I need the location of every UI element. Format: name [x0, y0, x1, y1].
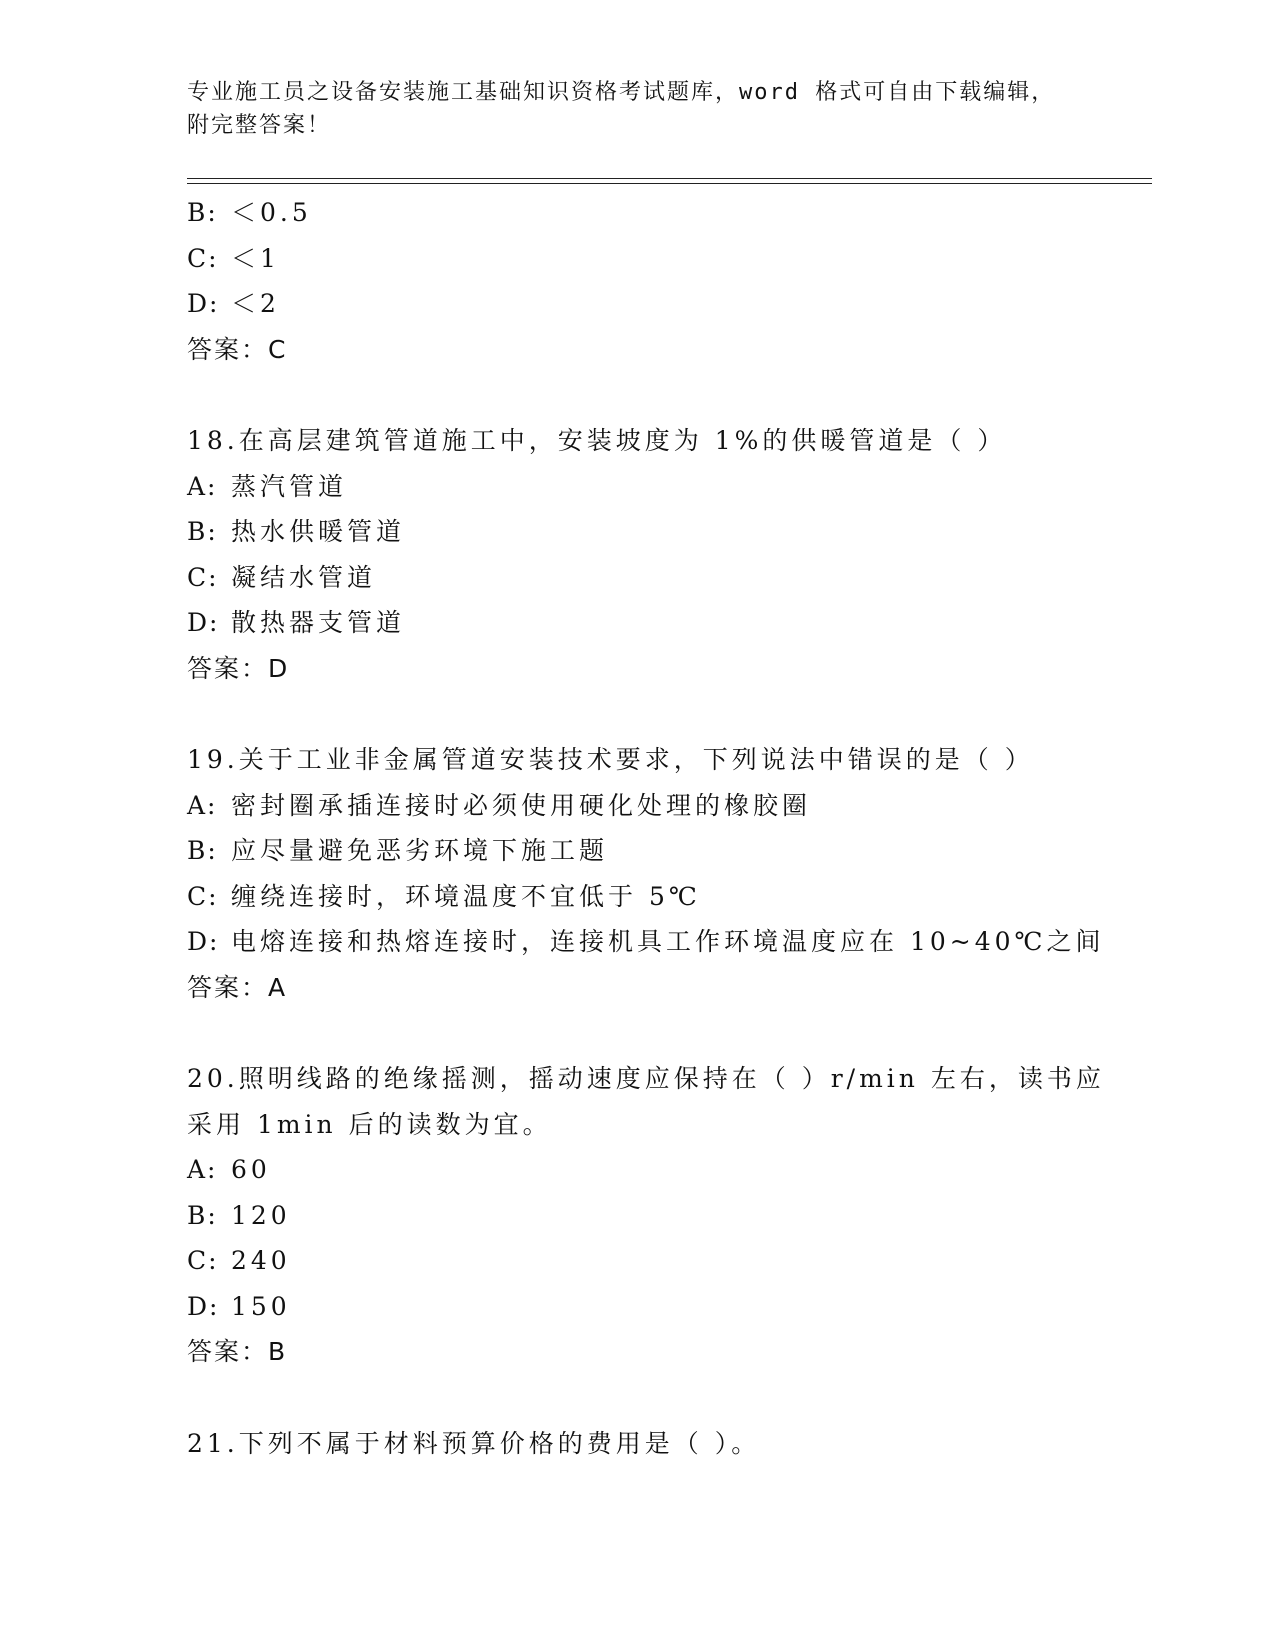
- answer-line: 答案：D: [187, 653, 290, 683]
- spacer: [187, 1375, 1087, 1421]
- option-label: D:: [187, 608, 220, 637]
- question-21: [187, 1421, 1087, 1467]
- option-text: ＜1: [231, 243, 280, 273]
- option-text: 150: [231, 1291, 291, 1321]
- answer-line: 答案：A: [187, 972, 288, 1002]
- page-header: [187, 76, 1067, 142]
- option-label: B:: [187, 1200, 218, 1230]
- option-text: ＜2: [231, 289, 280, 318]
- option-b: [187, 190, 1087, 236]
- question-18: [187, 418, 1087, 691]
- option-d: [187, 919, 1105, 965]
- option-label: B:: [187, 836, 218, 865]
- option-label: A:: [187, 471, 218, 501]
- header-divider-bottom: [187, 183, 1152, 184]
- header-line-1: 专业施工员之设备安装施工基础知识资格考试题库，word 格式可自由下载编辑，: [187, 80, 1056, 105]
- option-a: [187, 1147, 1087, 1193]
- option-c: [187, 1238, 1087, 1284]
- question-17: [187, 190, 1087, 372]
- option-a: [187, 783, 1087, 829]
- option-d: [187, 1284, 1087, 1330]
- option-text: 240: [231, 1246, 291, 1275]
- option-text: ＜0.5: [231, 198, 312, 227]
- answer-line: 答案：C: [187, 334, 288, 364]
- option-b: [187, 1193, 1087, 1239]
- spacer: [187, 1010, 1087, 1056]
- option-c: [187, 555, 1087, 601]
- spacer: [187, 372, 1087, 418]
- option-c: [187, 236, 1087, 282]
- spacer: [187, 691, 1087, 737]
- option-label: C:: [187, 243, 219, 273]
- question-stem: 19.关于工业非金属管道安装技术要求，下列说法中错误的是（ ）: [187, 745, 1034, 774]
- option-b: [187, 509, 1087, 555]
- option-label: D:: [187, 927, 220, 956]
- option-text: 热水供暖管道: [231, 517, 406, 546]
- option-label: B:: [187, 517, 218, 546]
- option-label: D:: [187, 1291, 220, 1321]
- option-text: 120: [231, 1200, 291, 1230]
- option-text: 蒸汽管道: [231, 471, 348, 501]
- header-divider-top: [187, 178, 1152, 179]
- option-text: 密封圈承插连接时必须使用硬化处理的橡胶圈: [231, 790, 812, 820]
- question-stem: 21.下列不属于材料预算价格的费用是（ ）。: [187, 1428, 761, 1458]
- option-label: A:: [187, 790, 218, 820]
- question-20: [187, 1056, 1105, 1375]
- question-content: [187, 190, 1105, 1466]
- option-c: [187, 874, 1087, 920]
- option-d: [187, 600, 1087, 646]
- option-label: C:: [187, 562, 219, 592]
- question-stem-line-1: 20.照明线路的绝缘摇测，摇动速度应保持在（ ）r/min 左右，读书应: [187, 1064, 1105, 1093]
- option-text: 缠绕连接时，环境温度不宜低于 5℃: [231, 881, 701, 911]
- option-label: C:: [187, 1246, 219, 1275]
- option-d: [187, 281, 1087, 327]
- header-line-2: 附完整答案！: [187, 113, 332, 138]
- option-text: 散热器支管道: [231, 608, 406, 637]
- option-label: B:: [187, 198, 218, 227]
- option-text: 应尽量避免恶劣环境下施工题: [231, 836, 609, 865]
- option-b: [187, 828, 1087, 874]
- option-label: A:: [187, 1155, 218, 1184]
- option-label: C:: [187, 881, 219, 911]
- option-text: 电熔连接和热熔连接时，连接机具工作环境温度应在 10~40℃之间: [231, 927, 1105, 956]
- question-stem-line-2: 采用 1min 后的读数为宜。: [187, 1109, 552, 1139]
- answer-line: 答案：B: [187, 1337, 288, 1366]
- option-label: D:: [187, 289, 220, 318]
- option-text: 60: [231, 1155, 271, 1184]
- question-stem: 18.在高层建筑管道施工中，安装坡度为 1%的供暖管道是（ ）: [187, 426, 1007, 455]
- option-text: 凝结水管道: [231, 562, 377, 592]
- question-19: [187, 737, 1105, 1010]
- option-a: [187, 464, 1087, 510]
